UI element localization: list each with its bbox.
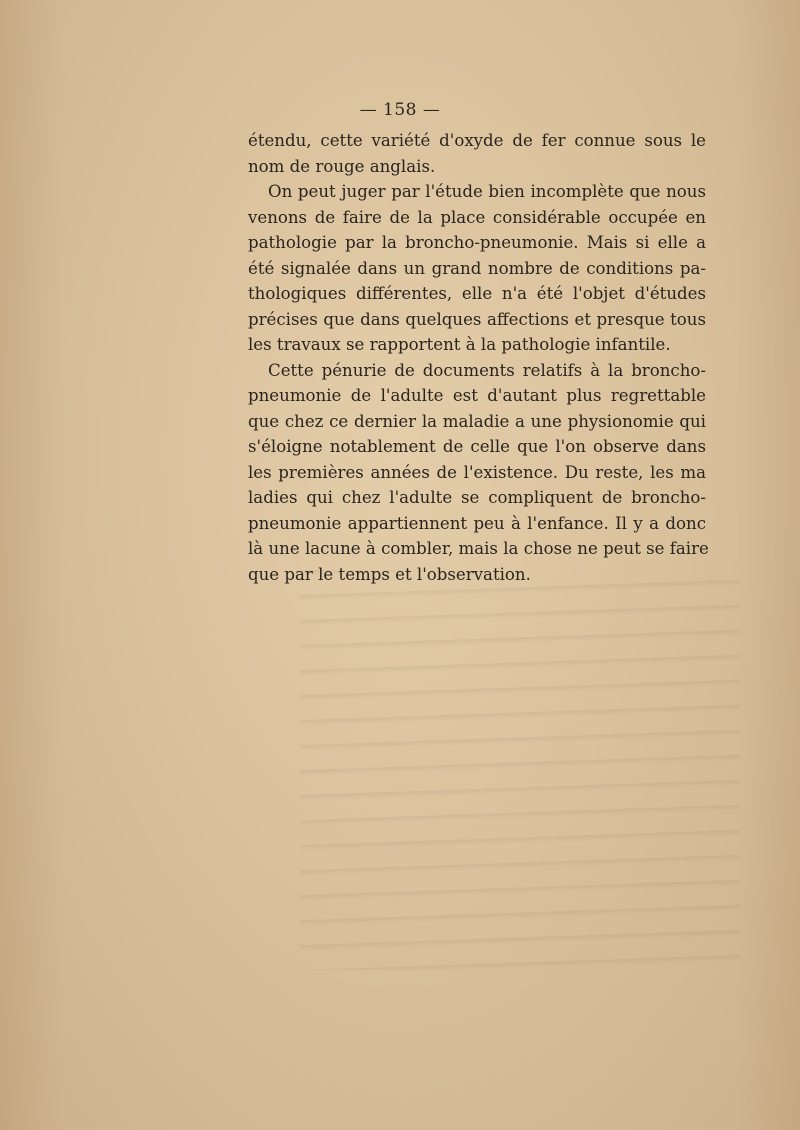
text-line: nom de rouge anglais. (248, 156, 436, 176)
text-line: pathologie par la broncho-pneumonie. Mais si elle a (248, 233, 706, 252)
text-line: Cette pénurie de documents relatifs à la broncho- (268, 360, 706, 380)
text-line: étendu, cette variété d'oxyde de fer connue sous le (248, 131, 706, 150)
paragraph-2 (248, 179, 706, 358)
text-line: là une lacune à combler, mais la chose ne peut se faire (248, 539, 709, 558)
text-line: pneumonie appartiennent peu à l'enfance. Il y a donc (248, 513, 706, 533)
text-line: thologiques différentes, elle n'a été l'objet d'études (248, 284, 706, 303)
body-text (248, 128, 709, 587)
text-line: les premières années de l'existence. Du reste, les ma (248, 462, 706, 482)
show-through-texture (300, 570, 740, 970)
paragraph-3 (248, 358, 709, 588)
text-line: On peut juger par l'étude bien incomplète que nous (268, 182, 706, 201)
text-line: que chez ce dernier la maladie a une physionomie qui (248, 411, 706, 431)
text-line: précises que dans quelques affections et presque tous (248, 309, 706, 329)
page-number: — 158 — (359, 100, 441, 120)
text-line: les travaux se rapportent à la pathologie infantile. (248, 335, 671, 354)
text-line: ladies qui chez l'adulte se compliquent de broncho- (248, 488, 706, 507)
text-line: que par le temps et l'observation. (248, 564, 531, 584)
text-line: pneumonie de l'adulte est d'autant plus regrettable (248, 386, 706, 405)
paragraph-1 (248, 128, 706, 179)
text-line: venons de faire de la place considérable occupée en (248, 207, 706, 227)
text-line: s'éloigne notablement de celle que l'on observe dans (248, 437, 706, 456)
text-line: été signalée dans un grand nombre de conditions pa- (248, 258, 706, 278)
